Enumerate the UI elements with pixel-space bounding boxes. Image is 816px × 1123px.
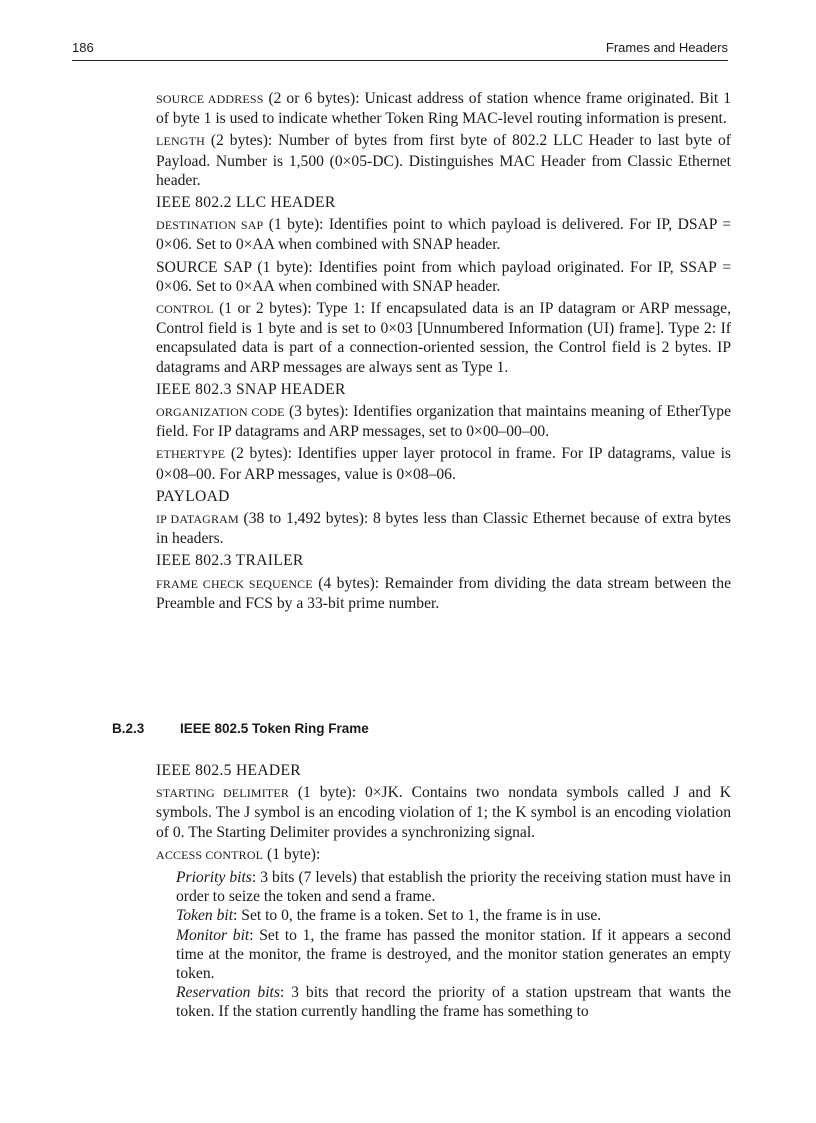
running-header	[72, 38, 728, 61]
chapter-title: Frames and Headers	[605, 40, 728, 55]
term-dsap: DESTINATION SAP	[156, 218, 264, 233]
length-desc: (2 bytes): Number of bytes from first byte of 802.2 LLC Header to last byte of Payload. Number is 1,500 (0×05-DC). Distinguishes MAC Header from Classic Ethernet header.	[156, 132, 731, 189]
reservation-bits-entry	[176, 983, 731, 1021]
trailer-heading: IEEE 802.3 TRAILER	[156, 552, 304, 570]
section-heading	[112, 721, 369, 736]
term-priority-bits: Priority bits	[176, 869, 252, 887]
term-token-bit: Token bit	[176, 907, 234, 925]
monitor-bit-desc: : Set to 1, the frame has passed the monitor station. If it appears a second time at the monitor, the frame is destroyed, and the monitor station generates an empty token.	[176, 926, 731, 983]
term-control: CONTROL	[156, 302, 214, 317]
llc-header-heading: IEEE 802.2 LLC HEADER	[156, 194, 336, 212]
term-reservation-bits: Reservation bits	[176, 984, 280, 1002]
reservation-bits-desc: : 3 bits that record the priority of a station upstream that wants the token. If the station currently handling the frame has something to	[176, 984, 731, 1021]
term-starting-delimiter: STARTING DELIMITER	[156, 786, 289, 801]
ip-datagram-desc: (38 to 1,492 bytes): 8 bytes less than Classic Ethernet because of extra bytes in headers.	[156, 510, 731, 548]
source-address-desc: (2 or 6 bytes): Unicast address of station whence frame originated. Bit 1 of byte 1 is used to indicate whether Token Ring MAC-level routing information is present.	[156, 90, 731, 128]
access-control-entry	[156, 845, 731, 865]
main-text-upper	[156, 89, 731, 616]
starting-delimiter-desc: (1 byte): 0×JK. Contains two nondata symbols called J and K symbols. The J symbol is an encoding violation of 1; the K symbol is an encoding violation of 0. The Starting Delimiter provides a synchronizing signal.	[156, 784, 731, 841]
term-org-code: ORGANIZATION CODE	[156, 405, 285, 420]
org-code-desc: (3 bytes): Identifies organization that maintains meaning of EtherType field. For IP datagrams and ARP messages, set to 0×00–00–00.	[156, 403, 731, 441]
dsap-entry	[156, 215, 731, 254]
section-number: B.2.3	[112, 721, 145, 736]
snap-header-heading: IEEE 802.3 SNAP HEADER	[156, 380, 346, 398]
fcs-entry	[156, 574, 731, 613]
term-access-control: ACCESS CONTROL	[156, 847, 264, 862]
payload-heading: PAYLOAD	[156, 487, 230, 505]
fcs-desc: (4 bytes): Remainder from dividing the data stream between the Preamble and FCS by a 33-bit prime number.	[156, 574, 731, 612]
control-desc: (1 or 2 bytes): Type 1: If encapsulated data is an IP datagram or ARP message, Control field is 1 byte and is set to 0×03 [Unnumbered Information (UI) frame]. Type 2: If encapsulated data is part of a connection-oriented session, the Control field is 2 bytes. IP datagrams and ARP messages are always sent as Type 1.	[156, 300, 731, 376]
main-text-lower	[156, 761, 731, 1022]
term-source-address: SOURCE ADDRESS	[156, 92, 264, 106]
length-entry	[156, 131, 731, 190]
monitor-bit-entry	[176, 926, 731, 984]
term-monitor-bit: Monitor bit	[176, 926, 250, 944]
ethertype-entry	[156, 444, 731, 483]
priority-bits-entry	[176, 868, 731, 906]
ip-datagram-entry	[156, 509, 731, 548]
priority-bits-desc: : 3 bits (7 levels) that establish the priority the receiving station must have in order to seize the token and send a frame.	[176, 869, 732, 906]
ethertype-desc: (2 bytes): Identifies upper layer protocol in frame. For IP datagrams, value is 0×08–00. For ARP messages, value is 0×08–06.	[156, 445, 731, 483]
term-fcs: FRAME CHECK SEQUENCE	[156, 576, 313, 591]
term-ethertype: ETHERTYPE	[156, 447, 226, 462]
access-control-desc: (1 byte):	[263, 845, 321, 863]
section-title: IEEE 802.5 Token Ring Frame	[180, 721, 369, 736]
token-bit-desc: : Set to 0, the frame is a token. Set to 1, the frame is in use.	[233, 907, 602, 925]
token-bit-entry	[176, 906, 731, 925]
starting-delimiter-entry	[156, 783, 731, 842]
ssap-entry: SOURCE SAP (1 byte): Identifies point from which payload originated. For IP, SSAP = 0×06. Set to 0×AA when combined with SNAP header.	[156, 258, 731, 295]
control-entry	[156, 299, 731, 377]
term-length: LENGTH	[156, 134, 205, 149]
org-code-entry	[156, 402, 731, 441]
source-address-entry	[156, 89, 731, 128]
page-number: 186	[72, 40, 94, 55]
dsap-desc: (1 byte): Identifies point to which payload is delivered. For IP, DSAP = 0×06. Set to 0×AA when combined with SNAP header.	[156, 216, 732, 254]
header-802-5-heading: IEEE 802.5 HEADER	[156, 762, 301, 779]
term-ip-datagram: IP DATAGRAM	[156, 512, 239, 527]
